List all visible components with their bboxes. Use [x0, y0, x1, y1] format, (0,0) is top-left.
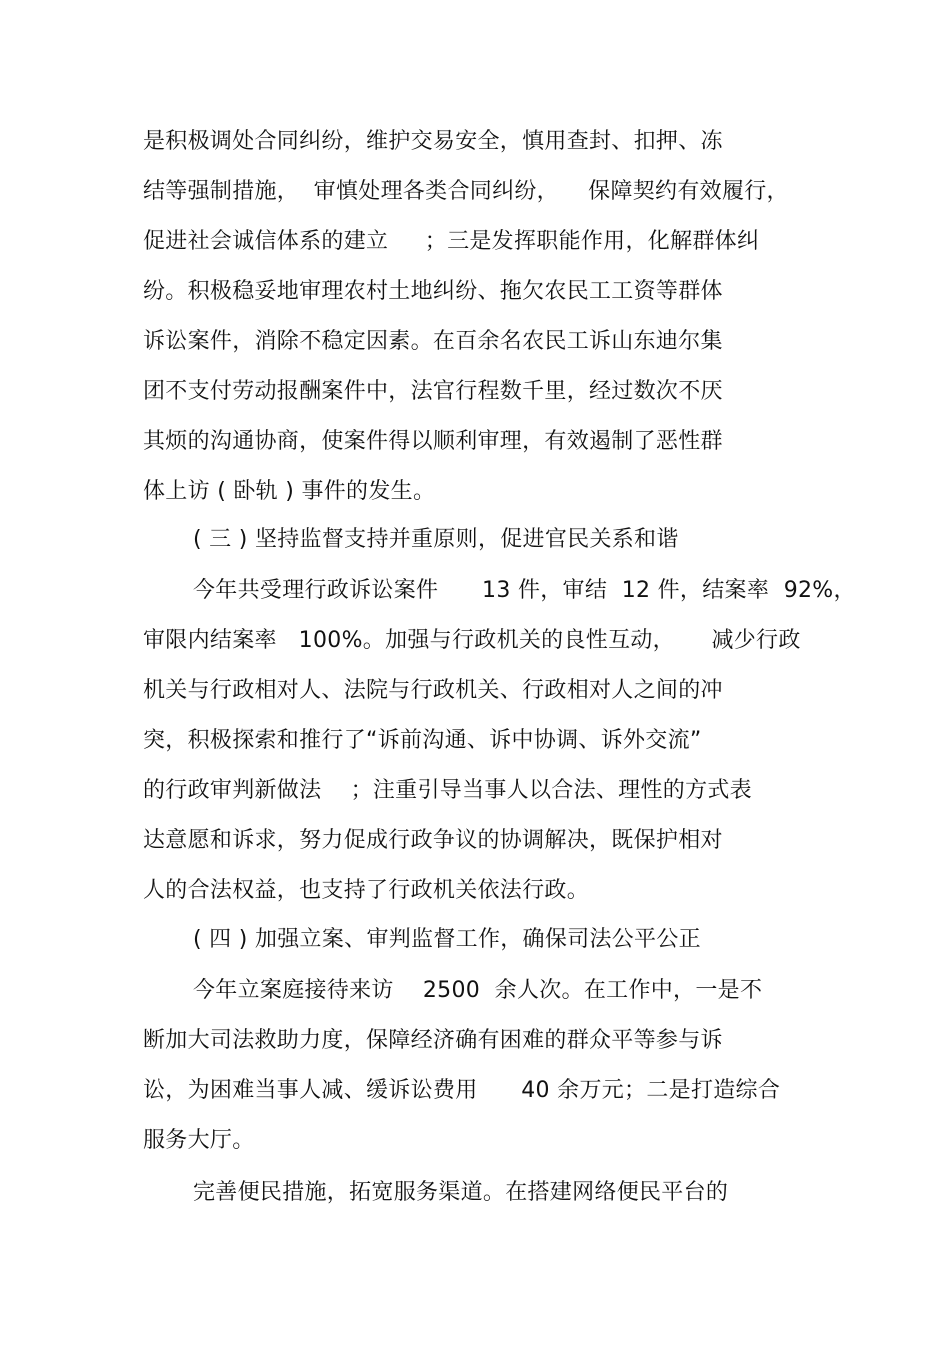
paragraph-first-line: 今年立案庭接待来访 2500 余人次。在工作中，一是不: [193, 978, 763, 1003]
body-text-line: 人的合法权益，也支持了行政机关依法行政。: [143, 878, 590, 903]
paragraph-first-line: 完善便民措施，拓宽服务渠道。在搭建网络便民平台的: [193, 1180, 729, 1205]
body-text-line: 结等强制措施， 审慎处理各类合同纠纷， 保障契约有效履行，: [143, 179, 789, 204]
body-text-line: 纷。积极稳妥地审理农村土地纠纷、拖欠农民工工资等群体: [143, 279, 723, 304]
body-text-line: 诉讼案件，消除不稳定因素。在百余名农民工诉山东迪尔集: [143, 329, 723, 354]
body-text-line: 讼，为困难当事人减、缓诉讼费用 40 余万元；二是打造综合: [143, 1078, 781, 1103]
body-text-line: 体上访 ( 卧轨 ) 事件的发生。: [143, 479, 436, 504]
body-text-line: 审限内结案率 100%。加强与行政机关的良性互动， 减少行政: [143, 628, 801, 653]
body-text-line: 服务大厅。: [143, 1128, 255, 1153]
body-text-line: 团不支付劳动报酬案件中，法官行程数千里，经过数次不厌: [143, 379, 723, 404]
body-text-line: 机关与行政相对人、法院与行政机关、行政相对人之间的冲: [143, 678, 723, 703]
section-heading: ( 四 ) 加强立案、审判监督工作，确保司法公平公正: [193, 927, 701, 952]
body-text-line: 的行政审判新做法 ；注重引导当事人以合法、理性的方式表: [143, 778, 752, 803]
body-text-line: 断加大司法救助力度，保障经济确有困难的群众平等参与诉: [143, 1028, 723, 1053]
body-text-line: 促进社会诚信体系的建立 ；三是发挥职能作用，化解群体纠: [143, 229, 760, 254]
section-heading: ( 三 ) 坚持监督支持并重原则，促进官民关系和谐: [193, 527, 679, 552]
body-text-line: 达意愿和诉求，努力促成行政争议的协调解决，既保护相对: [143, 828, 723, 853]
body-text-line: 突，积极探索和推行了“诉前沟通、诉中协调、诉外交流”: [143, 728, 702, 753]
body-text-line: 是积极调处合同纠纷，维护交易安全，慎用查封、扣押、冻: [143, 129, 723, 154]
body-text-line: 其烦的沟通协商，使案件得以顺利审理，有效遏制了恶性群: [143, 429, 723, 454]
paragraph-first-line: 今年共受理行政诉讼案件 13 件，审结 12 件，结案率 92%，: [193, 578, 856, 603]
